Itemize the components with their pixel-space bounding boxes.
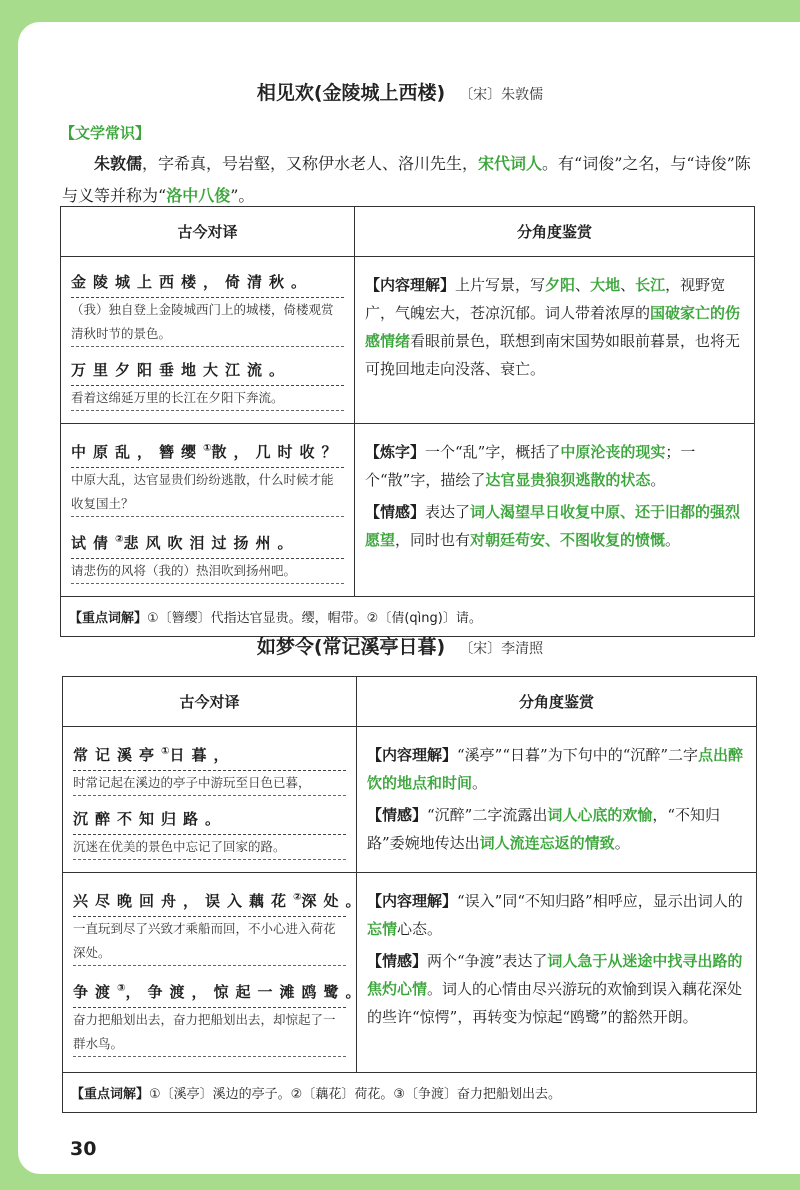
poem2-footnote	[63, 1073, 757, 1113]
analysis-highlight: 夕阳	[545, 276, 576, 294]
footnote-text: ①〔溪亭〕溪边的亭子。②〔藕花〕荷花。③〔争渡〕奋力把船划出去。	[149, 1087, 561, 1102]
poem-line-text: 争渡	[73, 983, 118, 1001]
poem-line-text: 试倩	[71, 534, 116, 552]
analysis-text: “溪亭”“日暮”为下句中的“沉醉”二字	[457, 746, 699, 764]
analysis-tag: 【炼字】	[365, 443, 426, 461]
poem-line-text: 深处。	[301, 892, 368, 910]
poem1-row1-left	[61, 257, 355, 424]
analysis-text: “误入”同“不知归路”相呼应，显示出词人的	[457, 892, 743, 910]
poem1-title-block	[0, 78, 800, 105]
analysis-text: 一个“乱”字，概括了	[425, 443, 561, 461]
analysis-text: ；一个“散”字，描绘了	[365, 443, 696, 489]
poem2-row2-left	[63, 873, 368, 1073]
analysis-highlight: 词人流连忘返的情致	[479, 834, 615, 852]
intro-text-2: 。有“词俊”之名，与“诗俊”陈与义等并称为“	[62, 154, 751, 205]
poem-line	[71, 434, 344, 468]
poem1-header-right: 分角度鉴赏	[355, 207, 755, 257]
translation: 沉迷在优美的景色中忘记了回家的路。	[73, 835, 346, 860]
footnote-marker: ③	[117, 983, 126, 994]
analysis-text: ，视野宽广，气魄宏大，苍凉沉郁。词人带着浓厚的	[365, 276, 726, 322]
analysis-highlight: 长江	[635, 276, 666, 294]
analysis-highlight: 对朝廷苟安、不图收复的愤慨	[470, 531, 666, 549]
analysis-text: “沉醉”二字流露出	[427, 806, 548, 824]
analysis-text: 心态。	[397, 920, 443, 938]
analysis-highlight: 词人急于从迷途中找寻出路的焦灼心情	[367, 952, 743, 998]
footnote-marker: ①	[161, 746, 170, 757]
analysis-text: 。	[472, 774, 488, 792]
poem1-title: 相见欢(金陵城上西楼)	[256, 82, 446, 104]
footnote-marker: ②	[293, 892, 302, 903]
poem1-row2-right	[355, 424, 755, 597]
poem2-title: 如梦令(常记溪亭日暮)	[256, 636, 446, 658]
analysis-tag: 【情感】	[367, 806, 428, 824]
poem-line: 沉醉不知归路。	[73, 804, 346, 835]
analysis-text: 。词人的心情由尽兴游玩的欢愉到误入藕花深处的些许“惊愕”，再转变为惊起“鸥鹭”的豁然开朗。	[367, 980, 743, 1026]
author-intro	[62, 148, 762, 212]
poem1-author: 〔宋〕朱敦儒	[459, 87, 544, 103]
analysis-text: 两个“争渡”表达了	[427, 952, 548, 970]
poem-line	[71, 525, 344, 559]
analysis-highlight: 中原沦丧的现实	[560, 443, 666, 461]
poem1-header-left: 古今对译	[61, 207, 355, 257]
poem-line-text: 日暮，	[169, 746, 236, 764]
poem2-table	[62, 676, 757, 1113]
analysis-highlight: 词人心底的欢愉	[547, 806, 653, 824]
translation: 中原大乱，达官显贵们纷纷逃散，什么时候才能收复国土？	[71, 468, 344, 517]
analysis-highlight: 达官显贵狼狈逃散的状态	[485, 471, 651, 489]
footnote-tag: 【重点词解】	[71, 1087, 150, 1102]
poem-line-text: 兴尽晚回舟，误入藕花	[73, 892, 294, 910]
poem-line: 万里夕阳垂地大江流。	[71, 355, 344, 386]
poem-line-text: 常记溪亭	[73, 746, 162, 764]
poem-line	[73, 737, 346, 771]
poem-line	[73, 883, 368, 917]
analysis-highlight: 词人渴望早日收复中原、还于旧都的强烈愿望	[365, 503, 741, 549]
section-tag-literature: 【文学常识】	[60, 124, 151, 142]
analysis-tag: 【内容理解】	[365, 276, 456, 294]
poem-line-text: ，争渡，惊起一滩鸥鹭。	[125, 983, 368, 1001]
poem-line: 金陵城上西楼，倚清秋。	[71, 267, 344, 298]
analysis-text: 。	[665, 531, 681, 549]
poem1-table	[60, 206, 755, 637]
poem-line-text: 悲风吹泪过扬州。	[123, 534, 300, 552]
analysis-text: 表达了	[425, 503, 471, 521]
poem-line-text: 散，几时收？	[211, 443, 344, 461]
footnote-marker: ②	[115, 534, 124, 545]
intro-name: 朱敦儒	[94, 154, 143, 173]
poem2-title-block	[0, 632, 800, 659]
analysis-text: ，“不知归路”委婉地传达出	[367, 806, 721, 852]
analysis-highlight: 点出醉饮的地点和时间	[367, 746, 744, 792]
analysis-tag: 【内容理解】	[367, 746, 458, 764]
poem-line-text: 中原乱，簪缨	[71, 443, 204, 461]
analysis-tag: 【情感】	[367, 952, 428, 970]
poem2-row1-right	[357, 727, 757, 873]
analysis-text: 。	[614, 834, 630, 852]
analysis-highlight: 国破家亡的伤感情绪	[365, 304, 741, 350]
analysis-highlight: 大地	[590, 276, 621, 294]
poem2-row1-left	[63, 727, 357, 873]
poem1-row1-right	[355, 257, 755, 424]
analysis-text: 、	[575, 276, 591, 294]
analysis-text: 上片写景，写	[455, 276, 546, 294]
footnote-marker: ①	[203, 443, 212, 454]
translation: 时常记起在溪边的亭子中游玩至日色已暮，	[73, 771, 346, 796]
analysis-text: 、	[620, 276, 636, 294]
translation: 一直玩到尽了兴致才乘船而回，不小心进入荷花深处。	[73, 917, 346, 966]
intro-highlight-2: 洛中八俊	[166, 186, 231, 205]
poem2-row2-right	[357, 873, 757, 1073]
analysis-tag: 【情感】	[365, 503, 426, 521]
analysis-text: 看眼前景色，联想到南宋国势如眼前暮景，也将无可挽回地走向没落、衰亡。	[365, 332, 741, 378]
translation: 看着这绵延万里的长江在夕阳下奔流。	[71, 386, 344, 411]
poem1-row2-left	[61, 424, 355, 597]
translation: 奋力把船划出去，奋力把船划出去，却惊起了一群水鸟。	[73, 1008, 346, 1057]
footnote-text: ①〔簪缨〕代指达官显贵。缨，帽带。②〔倩(qìng)〕请。	[147, 611, 482, 626]
footnote-tag: 【重点词解】	[69, 611, 148, 626]
translation: （我）独自登上金陵城西门上的城楼，倚楼观赏清秋时节的景色。	[71, 298, 344, 347]
poem2-author: 〔宋〕李清照	[459, 641, 544, 657]
poem2-header-left: 古今对译	[63, 677, 357, 727]
intro-highlight-1: 宋代词人	[478, 154, 543, 173]
intro-text-1: ，字希真，号岩壑，又称伊水老人、洛川先生，	[142, 154, 479, 173]
poem-line	[73, 974, 368, 1008]
intro-text-3: ”。	[230, 186, 255, 205]
analysis-highlight: 忘情	[367, 920, 398, 938]
poem2-header-right: 分角度鉴赏	[357, 677, 757, 727]
translation: 请悲伤的风将（我的）热泪吹到扬州吧。	[71, 559, 344, 584]
analysis-text: ，同时也有	[395, 531, 471, 549]
poem1-footnote	[61, 597, 755, 637]
analysis-tag: 【内容理解】	[367, 892, 458, 910]
analysis-text: 。	[650, 471, 666, 489]
page-number: 30	[70, 1138, 97, 1160]
